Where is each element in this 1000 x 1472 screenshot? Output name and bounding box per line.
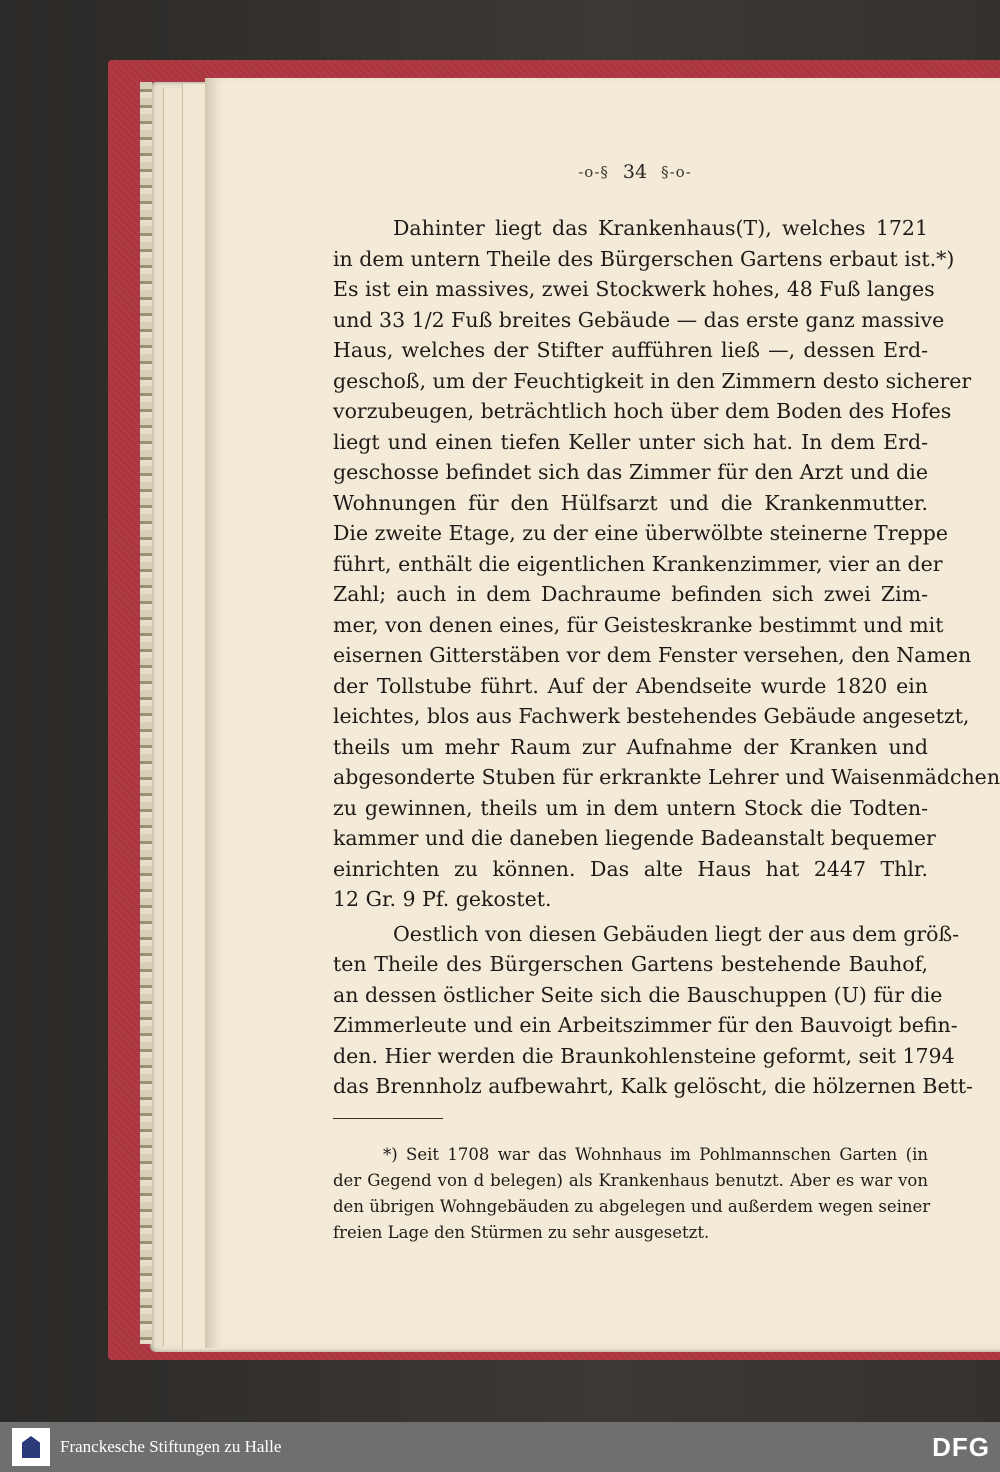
text-line: mer, von denen eines, für Geisteskranke bestimmt und mit — [333, 613, 944, 637]
footnote-line: *) Seit 1708 war das Wohnhaus im Pohlmannschen Garten (in — [383, 1145, 928, 1164]
text-line: geschosse befindet sich das Zimmer für den Arzt und die — [333, 460, 928, 484]
text-line: einrichten zu können. Das alte Haus hat 2447 Thlr. — [333, 857, 928, 881]
footnote-line: der Gegend von d belegen) als Krankenhaus benutzt. Aber es war von — [333, 1171, 928, 1190]
text-line: Die zweite Etage, zu der eine überwölbte steinerne Treppe — [333, 521, 949, 545]
text-line: Oestlich von diesen Gebäuden liegt der aus dem größ- — [393, 922, 960, 946]
text-line: zu gewinnen, theils um in dem untern Stock die Todten- — [333, 796, 928, 820]
franckesche-logo[interactable] — [12, 1428, 50, 1466]
marbled-edge — [140, 82, 152, 1344]
footnote-line: den übrigen Wohngebäuden zu abgelegen und außerdem wegen seiner — [333, 1197, 931, 1216]
page-header — [560, 158, 710, 186]
text-line: Dahinter liegt das Krankenhaus(T), welches 1721 — [393, 216, 928, 240]
text-line: an dessen östlicher Seite sich die Bauschuppen (U) für die — [333, 983, 943, 1007]
text-line: 12 Gr. 9 Pf. gekostet. — [333, 887, 552, 911]
institution-name[interactable]: Franckesche Stiftungen zu Halle — [60, 1437, 282, 1456]
text-line: abgesonderte Stuben für erkrankte Lehrer und Waisenmädchen — [333, 765, 1000, 789]
text-line: leichtes, blos aus Fachwerk bestehendes Gebäude angesetzt, — [333, 704, 970, 728]
text-line: Zahl; auch in dem Dachraume befinden sich zwei Zim- — [333, 582, 928, 606]
building-icon — [22, 1436, 40, 1458]
text-line: vorzubeugen, beträchtlich hoch über dem Boden des Hofes — [333, 399, 952, 423]
text-line: eisernen Gitterstäben vor dem Fenster versehen, den Namen — [333, 643, 972, 667]
footnote-line: freien Lage den Stürmen zu sehr ausgesetzt. — [333, 1223, 710, 1242]
footnote-rule — [333, 1118, 443, 1119]
text-line: kammer und die daneben liegende Badeanstalt bequemer — [333, 826, 936, 850]
text-line: geschoß, um der Feuchtigkeit in den Zimmern desto sicherer — [333, 369, 972, 393]
text-line: das Brennholz aufbewahrt, Kalk gelöscht, die hölzernen Bett- — [333, 1074, 973, 1098]
text-line: den. Hier werden die Braunkohlensteine geformt, seit 1794 — [333, 1044, 955, 1068]
ornament-right: §-o- — [661, 163, 692, 181]
dfg-logo[interactable]: DFG — [932, 1432, 990, 1462]
text-line: Zimmerleute und ein Arbeitszimmer für den Bauvoigt befin- — [333, 1013, 958, 1037]
page-number: 34 — [622, 161, 648, 183]
ornament-left: -o-§ — [578, 163, 609, 181]
text-line: der Tollstube führt. Auf der Abendseite wurde 1820 ein — [333, 674, 928, 698]
text-line: Haus, welches der Stifter aufführen ließ —, dessen Erd- — [333, 338, 928, 362]
text-line: in dem untern Theile des Bürgerschen Gartens erbaut ist.*) — [333, 247, 955, 271]
text-line: und 33 1/2 Fuß breites Gebäude — das erste ganz massive — [333, 308, 945, 332]
text-line: Es ist ein massives, zwei Stockwerk hohes, 48 Fuß langes — [333, 277, 935, 301]
text-line: ten Theile des Bürgerschen Gartens bestehende Bauhof, — [333, 952, 928, 976]
text-line: liegt und einen tiefen Keller unter sich hat. In dem Erd- — [333, 430, 928, 454]
text-line: führt, enthält die eigentlichen Krankenzimmer, vier an der — [333, 552, 943, 576]
text-line: Wohnungen für den Hülfsarzt und die Krankenmutter. — [333, 491, 928, 515]
text-line: theils um mehr Raum zur Aufnahme der Kranken und — [333, 735, 928, 759]
viewer-footer — [0, 1422, 1000, 1472]
